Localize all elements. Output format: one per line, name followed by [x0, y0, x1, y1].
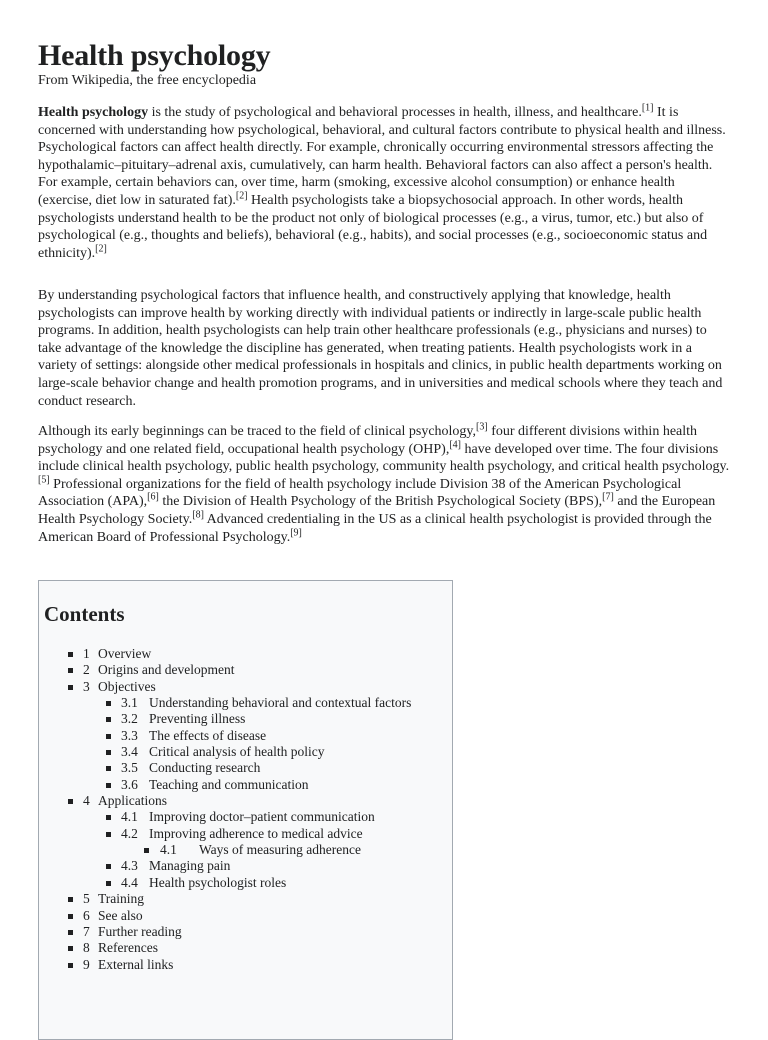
- reference-link[interactable]: [2]: [235, 190, 248, 202]
- reference-link[interactable]: [5]: [38, 474, 50, 486]
- reference-link[interactable]: [4]: [449, 438, 462, 450]
- toc-item-number: 3.4: [121, 744, 138, 760]
- reference-link[interactable]: [8]: [192, 509, 204, 521]
- toc-item-label: Improving adherence to medical advice: [149, 825, 363, 841]
- toc-item-label: Understanding behavioral and contextual factors: [149, 695, 412, 711]
- toc-item-label: External links: [98, 956, 174, 972]
- bullet-icon: [68, 685, 73, 690]
- text-run: the Division of Health Psychology of the British Psychological Society (BPS),: [158, 494, 603, 510]
- toc-item-label: Applications: [98, 793, 167, 809]
- toc-item-number: 3.5: [121, 760, 138, 776]
- bullet-icon: [68, 930, 73, 935]
- reference-link[interactable]: [6]: [147, 491, 159, 503]
- toc-item-label: Objectives: [98, 678, 156, 694]
- toc-item-label: Improving doctor–patient communication: [149, 809, 375, 825]
- bullet-icon: [106, 734, 111, 739]
- toc-item-number: 5: [83, 891, 90, 907]
- reference-link[interactable]: [7]: [602, 491, 614, 503]
- bullet-icon: [106, 717, 111, 722]
- toc-item-number: 2: [83, 662, 90, 678]
- toc-item-label: Critical analysis of health policy: [149, 744, 325, 760]
- toc-item-label: Training: [98, 891, 145, 907]
- toc-item-label: Origins and development: [98, 662, 235, 678]
- bullet-icon: [106, 815, 111, 820]
- reference-link[interactable]: [3]: [476, 421, 488, 433]
- toc-item-label: References: [98, 940, 158, 956]
- toc-item-number: 6: [83, 907, 90, 923]
- text-run: By understanding psychological factors that influence health, and constructively applying that knowledge, health psychologists can improve health by working directly with individual patients or indirectly in large-scale public health programs. In addition, health psychologists can help train other healthcare professionals (e.g., physicians and nurses) to take advantage of the knowledge the discipline has generated, when treating patients. Health psychologists work in a variety of settings: alongside other medical professionals in hospitals and clinics, in public health departments working on large-scale behavior change and health promotion programs, and in universities and medical schools where they teach and conduct research.: [38, 288, 723, 409]
- toc-item-label: See also: [98, 907, 143, 923]
- toc-title: Contents: [44, 602, 125, 626]
- bullet-icon: [106, 864, 111, 869]
- toc-item-number: 4.1: [160, 842, 177, 858]
- toc-item-label: Conducting research: [149, 760, 261, 776]
- page-title: Health psychology: [38, 39, 271, 72]
- bullet-icon: [144, 848, 149, 853]
- toc-item-number: 4: [83, 793, 90, 809]
- toc-item-number: 9: [83, 956, 90, 972]
- text-run: Although its early beginnings can be traced to the field of clinical psychology,: [38, 424, 477, 439]
- bold-term: Health psychology: [38, 105, 149, 120]
- reference-link[interactable]: [2]: [95, 243, 107, 255]
- bullet-icon: [68, 652, 73, 657]
- toc-item-number: 3.2: [121, 711, 138, 727]
- toc-item-number: 4.2: [121, 825, 138, 841]
- bullet-icon: [68, 799, 73, 804]
- intro-paragraph-2: [38, 287, 730, 410]
- text-run: Health psychologists take a biopsychosocial approach. In other words, health psychologists understand health to be the product not only of biological processes (e.g., a virus, tumor, etc.) but also of psychological (e.g., thoughts and beliefs), behavioral (e.g., habits), and social processes (e.g., socioeconomic status and ethnicity).: [38, 192, 708, 261]
- bullet-icon: [68, 963, 73, 968]
- text-run: is the study of psychological and behavioral processes in health, illness, and healthcare.: [148, 105, 642, 120]
- bullet-icon: [68, 897, 73, 902]
- bullet-icon: [106, 701, 111, 706]
- bullet-icon: [68, 914, 73, 919]
- text-run: Professional organizations for the field of health psychology include Division 38 of the American Psychological Association (APA),: [38, 476, 682, 510]
- bullet-icon: [106, 750, 111, 755]
- text-run: have developed over time. The four divisions include clinical health psychology, public health psychology, community health psychology, and critical health psychology.: [38, 441, 730, 475]
- toc-item-label: Preventing illness: [149, 711, 246, 727]
- intro-paragraph-3: [38, 423, 730, 546]
- toc-item-label: Managing pain: [149, 858, 231, 874]
- bullet-icon: [106, 766, 111, 771]
- toc-item-number: 4.3: [121, 858, 138, 874]
- toc-item-label: The effects of disease: [149, 727, 267, 743]
- toc-item-number: 3.1: [121, 695, 138, 711]
- toc-item-label: Overview: [98, 646, 152, 661]
- reference-link[interactable]: [9]: [290, 526, 302, 538]
- toc-item-number: 8: [83, 940, 90, 956]
- text-run: four different divisions within health psychology and one related field, occupational health psychology (OHP),: [38, 424, 698, 457]
- toc-item-number: 4.4: [121, 874, 138, 890]
- intro-paragraph-1: [38, 104, 730, 262]
- bullet-icon: [106, 783, 111, 788]
- toc-item-label: Further reading: [98, 923, 182, 939]
- text-run: It is concerned with understanding how psychological, behavioral, and cultural factors contribute to physical health and illness. Psychological factors can affect health directly. For example, chronically occurring environmental stressors affecting the hypothalamic–pituitary–adrenal axis, cumulatively, can harm health. Behavioral factors can also affect a person's health. For example, certain behaviors can, over time, harm (smoking, excessive alcohol consumption) or enhance health (exercise, diet low in saturated fat).: [38, 105, 726, 208]
- bullet-icon: [106, 832, 111, 837]
- table-of-contents: [38, 580, 453, 1040]
- toc-item-number: 3: [83, 678, 90, 694]
- reference-link[interactable]: [1]: [641, 102, 654, 114]
- bullet-icon: [68, 668, 73, 673]
- toc-item-number: 3.6: [121, 776, 138, 792]
- toc-item-label: Ways of measuring adherence: [199, 842, 361, 858]
- toc-item-number: 7: [83, 923, 90, 939]
- bullet-icon: [68, 946, 73, 951]
- text-run: Advanced credentialing in the US as a clinical health psychologist is provided through the American Board of Professional Psychology.: [38, 511, 712, 545]
- page-subtitle: From Wikipedia, the free encyclopedia: [38, 73, 257, 88]
- toc-item-label: Health psychologist roles: [149, 874, 287, 890]
- bullet-icon: [106, 881, 111, 886]
- toc-item-label: Teaching and communication: [149, 776, 309, 792]
- toc-item-number: 3.3: [121, 727, 138, 743]
- text-run: and the European Health Psychology Society.: [38, 494, 716, 527]
- toc-item-number: 1: [83, 646, 90, 661]
- toc-item-number: 4.1: [121, 809, 138, 825]
